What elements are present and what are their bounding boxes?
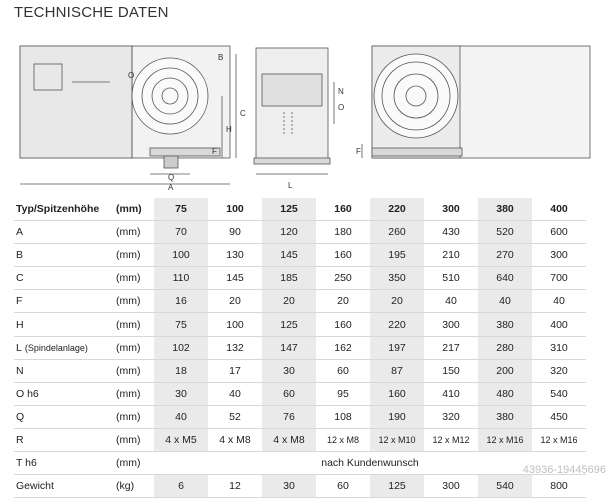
cell-value: 95 bbox=[316, 382, 370, 405]
side-view-drawing bbox=[20, 46, 236, 184]
cell-value: 40 bbox=[154, 405, 208, 428]
cell-value: 600 bbox=[532, 221, 586, 244]
row-unit: (mm) bbox=[116, 405, 154, 428]
cell-value: 185 bbox=[262, 267, 316, 290]
cell-value: 125 bbox=[262, 313, 316, 336]
cell-value: 30 bbox=[262, 475, 316, 498]
row-label bbox=[14, 359, 116, 382]
row-sublabel: (Spindelanlage) bbox=[24, 342, 88, 353]
table-row bbox=[14, 475, 586, 498]
row-label-text: H bbox=[16, 318, 24, 331]
svg-text:N: N bbox=[338, 87, 344, 96]
svg-text:O: O bbox=[338, 103, 345, 112]
cell-value: 40 bbox=[424, 290, 478, 313]
svg-text:A: A bbox=[168, 183, 174, 192]
cell-value: 270 bbox=[478, 244, 532, 267]
row-label bbox=[14, 336, 116, 359]
table-row bbox=[14, 428, 586, 451]
technical-data-table bbox=[14, 198, 586, 498]
cell-value: 220 bbox=[370, 313, 424, 336]
cell-value: 76 bbox=[262, 405, 316, 428]
cell-value: 20 bbox=[208, 290, 262, 313]
cell-value: 108 bbox=[316, 405, 370, 428]
cell-value: 520 bbox=[478, 221, 532, 244]
table-row bbox=[14, 313, 586, 336]
cell-value: 320 bbox=[424, 405, 478, 428]
row-label-text: Q bbox=[16, 410, 25, 423]
cell-value: 160 bbox=[316, 313, 370, 336]
cell-value: 200 bbox=[478, 359, 532, 382]
table-row bbox=[14, 290, 586, 313]
cell-value: 4 x M8 bbox=[262, 428, 316, 451]
header-type-label: Typ/Spitzenhöhe bbox=[14, 198, 116, 221]
page-title: TECHNISCHE DATEN bbox=[14, 4, 169, 21]
cell-value: 70 bbox=[154, 221, 208, 244]
table-header-row bbox=[14, 198, 586, 221]
row-label bbox=[14, 475, 116, 498]
cell-value: 60 bbox=[262, 382, 316, 405]
row-unit: (mm) bbox=[116, 428, 154, 451]
table-row bbox=[14, 359, 586, 382]
cell-value: 16 bbox=[154, 290, 208, 313]
cell-value: 12 bbox=[208, 475, 262, 498]
row-unit: (mm) bbox=[116, 382, 154, 405]
header-unit: (mm) bbox=[116, 198, 154, 221]
cell-value: 20 bbox=[316, 290, 370, 313]
cell-value: 30 bbox=[154, 382, 208, 405]
cell-value: 320 bbox=[532, 359, 586, 382]
row-label bbox=[14, 244, 116, 267]
cell-value: 380 bbox=[478, 405, 532, 428]
table-row bbox=[14, 221, 586, 244]
cell-value: 640 bbox=[478, 267, 532, 290]
cell-value: 132 bbox=[208, 336, 262, 359]
row-label bbox=[14, 428, 116, 451]
cell-value: 147 bbox=[262, 336, 316, 359]
front-view-drawing bbox=[254, 48, 334, 174]
header-value: 160 bbox=[316, 198, 370, 221]
svg-text:O: O bbox=[128, 71, 135, 80]
cell-value: 480 bbox=[478, 382, 532, 405]
technical-drawings bbox=[0, 24, 610, 196]
row-label-text: C bbox=[16, 272, 24, 285]
row-unit: (mm) bbox=[116, 452, 154, 475]
cell-value: 250 bbox=[316, 267, 370, 290]
cell-value: 450 bbox=[532, 405, 586, 428]
svg-text:Q: Q bbox=[168, 173, 175, 182]
header-value: 100 bbox=[208, 198, 262, 221]
table-row bbox=[14, 382, 586, 405]
svg-text:L: L bbox=[288, 181, 293, 190]
row-unit: (mm) bbox=[116, 313, 154, 336]
cell-value: 87 bbox=[370, 359, 424, 382]
cell-value: 102 bbox=[154, 336, 208, 359]
cell-value: 145 bbox=[262, 244, 316, 267]
cell-value: 300 bbox=[424, 475, 478, 498]
cell-value: 20 bbox=[262, 290, 316, 313]
cell-value: 60 bbox=[316, 475, 370, 498]
cell-value: 20 bbox=[370, 290, 424, 313]
cell-value: 40 bbox=[532, 290, 586, 313]
header-value: 300 bbox=[424, 198, 478, 221]
row-label-text: R bbox=[16, 433, 24, 446]
cell-value: 350 bbox=[370, 267, 424, 290]
cell-value: 6 bbox=[154, 475, 208, 498]
cell-value: 150 bbox=[424, 359, 478, 382]
row-label-text: T h6 bbox=[16, 457, 37, 470]
cell-value: 18 bbox=[154, 359, 208, 382]
header-value: 220 bbox=[370, 198, 424, 221]
row-unit: (kg) bbox=[116, 475, 154, 498]
table-row bbox=[14, 244, 586, 267]
svg-text:B: B bbox=[218, 53, 224, 62]
cell-value: 300 bbox=[532, 244, 586, 267]
cell-value: 30 bbox=[262, 359, 316, 382]
row-label-text: L bbox=[16, 341, 22, 354]
table-row bbox=[14, 336, 586, 359]
cell-value: 12 x M10 bbox=[370, 428, 424, 451]
table-row bbox=[14, 452, 586, 475]
header-value: 380 bbox=[478, 198, 532, 221]
cell-value: 40 bbox=[478, 290, 532, 313]
cell-value: 180 bbox=[316, 221, 370, 244]
svg-text:F: F bbox=[356, 147, 361, 156]
cell-value: 400 bbox=[532, 313, 586, 336]
cell-value: 190 bbox=[370, 405, 424, 428]
svg-text:H: H bbox=[226, 125, 232, 134]
cell-value: 12 x M16 bbox=[532, 428, 586, 451]
cell-value: 12 x M12 bbox=[424, 428, 478, 451]
cell-value: 162 bbox=[316, 336, 370, 359]
cell-value: 100 bbox=[154, 244, 208, 267]
cell-value: 310 bbox=[532, 336, 586, 359]
cell-value: 52 bbox=[208, 405, 262, 428]
svg-text:F: F bbox=[212, 147, 217, 156]
row-label bbox=[14, 452, 116, 475]
row-label bbox=[14, 313, 116, 336]
row-label bbox=[14, 221, 116, 244]
cell-value: 90 bbox=[208, 221, 262, 244]
row-label-text: F bbox=[16, 295, 23, 308]
row-label bbox=[14, 290, 116, 313]
cell-value: 280 bbox=[478, 336, 532, 359]
watermark: 43936-19445696 bbox=[522, 464, 606, 476]
cell-value: 510 bbox=[424, 267, 478, 290]
row-label-text: B bbox=[16, 249, 24, 262]
row-label-text: Gewicht bbox=[16, 480, 54, 493]
row-label-text: O h6 bbox=[16, 387, 39, 400]
row-unit: (mm) bbox=[116, 336, 154, 359]
row-unit: (mm) bbox=[116, 221, 154, 244]
row-unit: (mm) bbox=[116, 244, 154, 267]
cell-value: 430 bbox=[424, 221, 478, 244]
row-span-value: nach Kundenwunsch bbox=[154, 452, 586, 475]
cell-value: 60 bbox=[316, 359, 370, 382]
cell-value: 4 x M5 bbox=[154, 428, 208, 451]
row-unit: (mm) bbox=[116, 290, 154, 313]
cell-value: 410 bbox=[424, 382, 478, 405]
table-row bbox=[14, 267, 586, 290]
cell-value: 160 bbox=[316, 244, 370, 267]
table-row bbox=[14, 405, 586, 428]
row-label bbox=[14, 405, 116, 428]
cell-value: 120 bbox=[262, 221, 316, 244]
cell-value: 160 bbox=[370, 382, 424, 405]
cell-value: 130 bbox=[208, 244, 262, 267]
rear-view-drawing bbox=[362, 46, 590, 158]
cell-value: 260 bbox=[370, 221, 424, 244]
cell-value: 195 bbox=[370, 244, 424, 267]
cell-value: 100 bbox=[208, 313, 262, 336]
cell-value: 540 bbox=[532, 382, 586, 405]
cell-value: 12 x M8 bbox=[316, 428, 370, 451]
cell-value: 540 bbox=[478, 475, 532, 498]
cell-value: 75 bbox=[154, 313, 208, 336]
row-label-text: A bbox=[16, 226, 24, 239]
row-unit: (mm) bbox=[116, 359, 154, 382]
cell-value: 125 bbox=[370, 475, 424, 498]
svg-text:C: C bbox=[240, 109, 246, 118]
cell-value: 210 bbox=[424, 244, 478, 267]
cell-value: 110 bbox=[154, 267, 208, 290]
cell-value: 380 bbox=[478, 313, 532, 336]
cell-value: 217 bbox=[424, 336, 478, 359]
cell-value: 700 bbox=[532, 267, 586, 290]
cell-value: 800 bbox=[532, 475, 586, 498]
cell-value: 17 bbox=[208, 359, 262, 382]
cell-value: 300 bbox=[424, 313, 478, 336]
cell-value: 4 x M8 bbox=[208, 428, 262, 451]
header-value: 400 bbox=[532, 198, 586, 221]
row-label bbox=[14, 382, 116, 405]
row-unit: (mm) bbox=[116, 267, 154, 290]
cell-value: 12 x M16 bbox=[478, 428, 532, 451]
row-label bbox=[14, 267, 116, 290]
cell-value: 145 bbox=[208, 267, 262, 290]
header-value: 125 bbox=[262, 198, 316, 221]
cell-value: 40 bbox=[208, 382, 262, 405]
header-value: 75 bbox=[154, 198, 208, 221]
cell-value: 197 bbox=[370, 336, 424, 359]
row-label-text: N bbox=[16, 364, 24, 377]
